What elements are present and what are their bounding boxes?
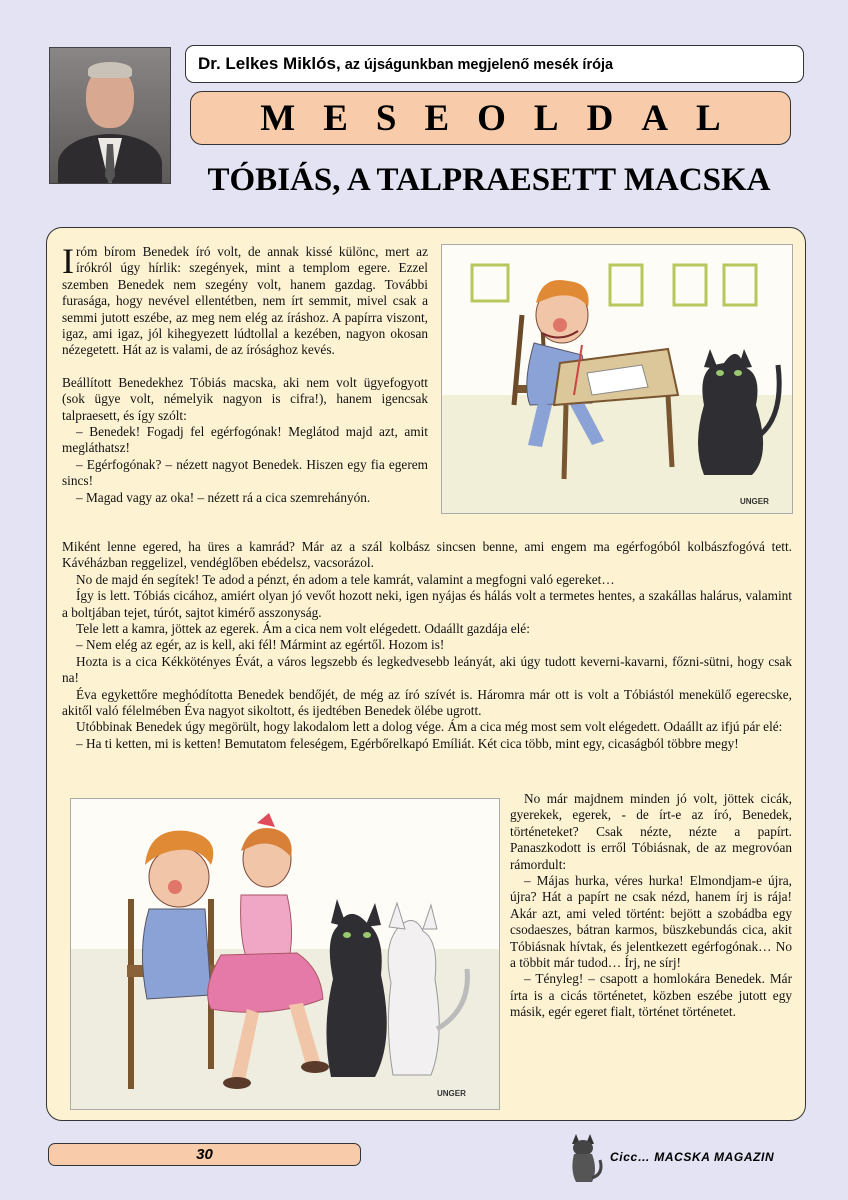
drop-cap: I [62, 241, 74, 281]
author-description: az újságunkban megjelenő mesék írója [340, 57, 614, 73]
paragraph: Hozta is a cica Kékkötényes Évát, a város legszebb és legkedvesebb leányát, aki úgy tudott keverni-kavarni, főzni-sütni, hogy csak na! [62, 653, 792, 686]
paragraph: – Ha ti ketten, mi is ketten! Bemutatom feleségem, Egérbőrelkapó Emíliát. Két cica több, mint egy, cicaságból többre megy! [76, 735, 739, 751]
author-banner [185, 45, 804, 83]
story-title: TÓBIÁS, A TALPRAESETT MACSKA [207, 162, 771, 198]
illustration-couple-and-cats [70, 798, 500, 1110]
illustration-writer-and-cat [441, 244, 793, 514]
paragraph: – Benedek! Fogadj fel egérfogónak! Meglátod majd azt, amit megláthatsz! [62, 424, 428, 456]
cat-silhouette-icon [566, 1126, 606, 1186]
paragraph: No de majd én segítek! Te adod a pénzt, én adom a tele kamrát, valamint a megfogni való egereket… [76, 571, 615, 587]
paragraph: No már majdnem minden jó volt, jöttek cicák, gyerekek, egerek, - de írt-e az író, Benedek, történeteket? Csak nézte, nézte a papírt. Panaszkodott is erről Tóbiásnak, de az megrovóan rámordult: [510, 791, 792, 872]
paragraph: – Tényleg! – csapott a homlokára Benedek. Már írta is a cicás történetet, közben eszébe jutott egy másik, egér egeret fialt, történet történetet. [510, 971, 792, 1020]
page-number: 30 [48, 1143, 361, 1166]
paragraph: – Egérfogónak? – nézett nagyot Benedek. Hiszen egy fia egerem sincs! [62, 456, 428, 489]
paragraph: Beállított Benedekhez Tóbiás macska, aki nem volt ügyefogyott (sok ügye volt, némelyik nagyon is cifra!), hanem igencsak talpraesett, és így szólt: [62, 374, 428, 423]
illustrator-signature: UNGER [437, 1089, 466, 1098]
paragraph: róm bírom Benedek író volt, de annak kissé különc, mert az írókról úgy hírlik: szegények, mint a templom egere. Ezzel szemben Benedek nem szegény volt, hanem gazdag. További furasága, hogy nevével ellentétben, nem írt semmit, mivel csak a semmi jutott eszébe, az meg nem elég az íráshoz. A papírra viszont, igaz, ami igaz, jól kihegyezett lúdtollal a kezében, nagyon okosan nézegetett. Hát az is valami, de az írósághoz kevés. [62, 244, 428, 358]
paragraph: Éva egykettőre meghódította Benedek bendőjét, de még az író szívét is. Háromra már ott is volt a Tóbiástól menekülő egerecske, akitől való félelmében Éva nagyot sikoltott, és ijedtében Benedek ölébe ugrott. [62, 686, 792, 719]
story-ending [510, 791, 792, 1021]
illustrator-signature: UNGER [740, 497, 769, 506]
paragraph: Így is lett. Tóbiás cicához, amiért olyan jó vevőt hozott neki, igen nyájas és hálás volt a termetes hentes, a szakállas halárus, valamint a boltjában tejet, túrót, sajtot kimérő asszonyság. [62, 588, 792, 620]
paragraph: – Magad vagy az oka! – nézett rá a cica szemrehányón. [76, 489, 371, 505]
author-name: Dr. Lelkes Miklós, [198, 54, 341, 73]
paragraph: – Májas hurka, véres hurka! Elmondjam-e újra, újra? Hát a papírt ne csak nézd, hanem írj is rája! Akár azt, ami veled történt: bejött a szobádba egy csodaeszes, bátran karmos, büszkebundás cica, akit Tóbiásnak hívtak, és jelentkezett egérfogónak… No a többit már tudod… Írj, ne sírj! [510, 873, 792, 971]
story-intro [62, 241, 428, 506]
section-title: MESEOLDAL [190, 91, 791, 145]
paragraph: Utóbbinak Benedek úgy megörült, hogy lakodalom lett a dolog vége. Ám a cica még most sem volt elégedett. Odaállt az ifjú pár elé: [76, 719, 783, 735]
paragraph: Tele lett a kamra, jöttek az egerek. Ám a cica nem volt elégedett. Odaállt gazdája elé: [76, 621, 530, 637]
magazine-name: Cicc… MACSKA MAGAZIN [610, 1150, 775, 1164]
paragraph: – Nem elég az egér, az is kell, aki fél! Mármint az egértől. Hozom is! [76, 637, 445, 653]
story-middle [62, 539, 792, 752]
paragraph: Miként lenne egered, ha üres a kamrád? Már az a szál kolbász sincsen benne, ami engem ma egérfogóból kolbászfogóvá tett. Kávéházban reggelizel, vendéglőben ebédelsz, vacsorázol. [62, 539, 792, 571]
magazine-logo [566, 1126, 806, 1186]
author-portrait [49, 47, 171, 184]
